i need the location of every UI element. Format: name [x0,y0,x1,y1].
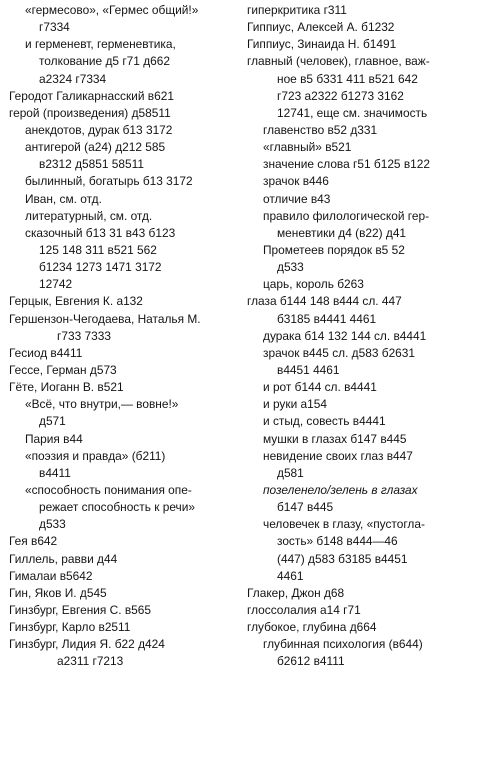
index-subentry: (447) д583 б3185 в4451 [277,551,408,566]
index-subentry: позеленело/зелень в глазах [263,482,418,497]
index-subentry: правило филологической гер- [263,208,430,223]
index-subentry: и герменевт, герменевтика, [25,37,176,52]
index-subentry: сказочный б13 31 в43 б123 [25,225,176,240]
index-subentry: б2612 в4111 [277,654,345,669]
index-subentry: 4461 [277,568,304,583]
index-entry: герой (произведения) д58511 [9,105,171,120]
index-subentry: 12742 [39,277,73,292]
index-entry: Гессе, Герман д573 [9,362,117,377]
index-entry: Гинзбург, Евгения С. в565 [9,602,152,617]
index-entry: Гершензон-Чегодаева, Наталья М. [9,311,201,326]
index-subentry: д533 [277,260,304,275]
index-subentry: в4451 4461 [277,362,340,377]
index-column-right [247,2,473,670]
index-subentry: литературный, см. отд. [25,208,153,223]
index-entry: Геродот Галикарнасский в621 [9,88,174,103]
index-subentry: режает способность к речи» [39,500,195,515]
index-entry: Гёте, Иоганн В. в521 [9,380,124,395]
index-subentry: мушки в глазах б147 в445 [263,431,407,446]
index-entry: Гин, Яков И. д545 [9,585,107,600]
index-subentry: г723 а2322 б1273 3162 [277,88,404,103]
index-column-left [9,2,245,670]
index-subentry: 12741, еще см. значимость [277,105,428,120]
index-subentry: д581 [277,465,304,480]
index-entry: Гиллель, равви д44 [9,551,118,566]
index-entry: Гиппиус, Зинаида Н. б1491 [247,37,397,52]
index-subentry: зость» б148 в444—46 [277,534,398,549]
index-subentry: и рот б144 сл. в4441 [263,380,377,395]
index-subentry: меневтики д4 (в22) д41 [277,225,407,240]
index-subentry: главенство в52 д331 [263,122,378,137]
index-subentry: царь, король б263 [263,277,364,292]
index-subentry: и руки а154 [263,397,327,412]
index-subentry: 125 148 311 в521 562 [39,242,157,257]
index-subentry: Прометеев порядок в5 52 [263,242,405,257]
index-subentry: анекдотов, дурак б13 3172 [25,122,173,137]
index-subentry: отличие в43 [263,191,331,206]
index-subentry: б147 в445 [277,500,334,515]
index-subentry: б3185 в4441 4461 [277,311,377,326]
index-subentry: былинный, богатырь б13 3172 [25,174,193,189]
index-entry: Гинзбург, Карло в2511 [9,620,131,635]
index-subentry: Пария в44 [25,431,83,446]
index-subentry: зрачок в446 [263,174,329,189]
index-entry: Гинзбург, Лидия Я. б22 д424 [9,637,165,652]
index-subentry: ное в5 б331 411 в521 642 [277,71,418,86]
index-subentry: в2312 д5851 58511 [39,157,144,172]
index-subentry: «способность понимания опе- [25,482,192,497]
index-subentry: в4411 [39,465,71,480]
index-entry: Глакер, Джон д68 [247,585,345,600]
index-entry: Гея в642 [9,534,58,549]
index-entry: глубокое, глубина д664 [247,620,377,635]
index-subentry: б1234 1273 1471 3172 [39,260,162,275]
index-subentry: глубинная психология (в644) [263,637,423,652]
index-subentry: толкование д5 г71 д662 [39,54,170,69]
index-subentry: Иван, см. отд. [25,191,102,206]
index-entry: Герцык, Евгения К. а132 [9,294,143,309]
index-subentry: «поэзия и правда» (б211) [25,448,166,463]
index-subentry: «главный» в521 [263,140,352,155]
index-subentry: антигерой (а24) д212 585 [25,140,166,155]
index-subentry: «гермесово», «Гермес общий!» [25,3,199,17]
index-subentry: а2311 г7213 [57,654,124,669]
index-subentry: зрачок в445 сл. д583 б2631 [263,345,416,360]
index-subentry: г733 7333 [57,328,111,343]
index-entry: глоссолалия а14 г71 [247,602,361,617]
index-subentry: д533 [39,517,66,532]
index-subentry: «Всё, что внутри,— вовне!» [25,397,179,412]
index-subentry: невидение своих глаз в447 [263,448,413,463]
index-subentry: дурака б14 132 144 сл. в4441 [263,328,427,343]
index-entry: глаза б144 148 в444 сл. 447 [247,294,402,309]
index-entry: гиперкритика г311 [247,3,347,17]
index-subentry: и стыд, совесть в4441 [263,414,386,429]
index-subentry: д571 [39,414,66,429]
index-entry: Гиппиус, Алексей А. б1232 [247,20,395,35]
index-subentry: а2324 г7334 [39,71,107,86]
index-entry: Гесиод в4411 [9,345,83,360]
index-entry: главный (человек), главное, важ- [247,54,430,69]
index-subentry: значение слова г51 б125 в122 [263,157,431,172]
index-subentry: г7334 [39,20,70,35]
index-entry: Гималаи в5642 [9,568,93,583]
index-subentry: человечек в глазу, «пустогла- [263,517,425,532]
